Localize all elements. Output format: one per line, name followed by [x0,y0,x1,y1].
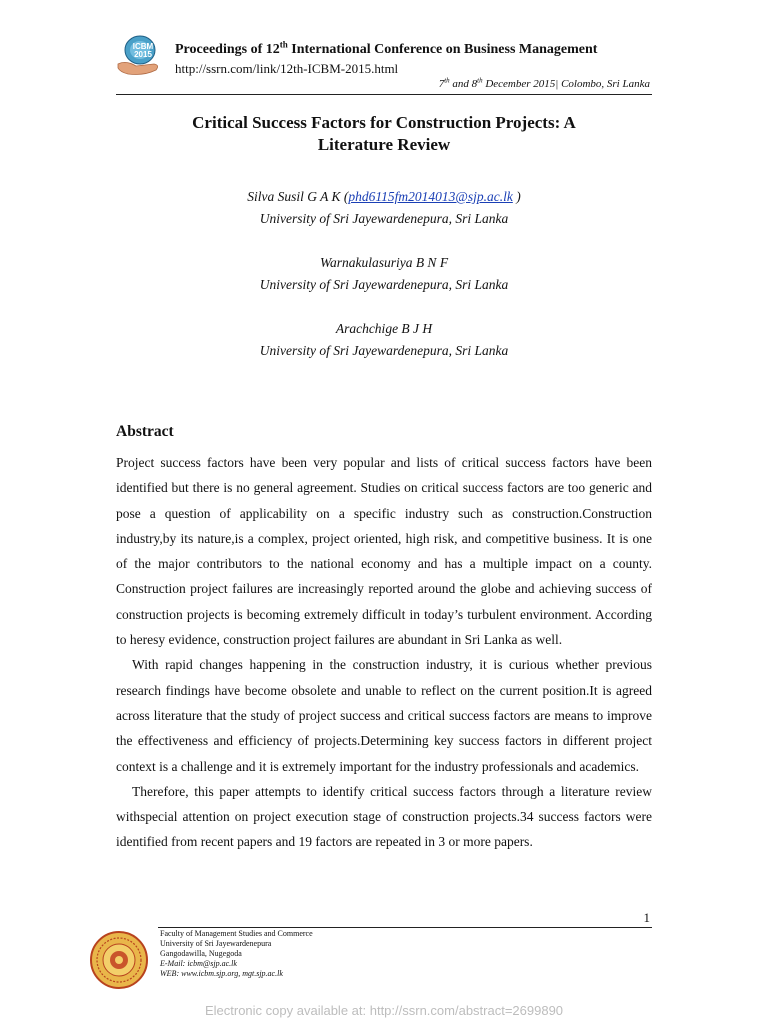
conference-date: 7th and 8th December 2015| Colombo, Sri Lanka [438,76,650,90]
header-divider [116,94,652,95]
author-affiliation: University of Sri Jayewardenepura, Sri Lanka [259,211,509,226]
author-list [116,186,652,362]
logo-text: ICBM 2015 [132,42,154,59]
electronic-copy-note: Electronic copy available at: http://ssrn.com/abstract=2699890 [204,1003,564,1018]
abstract-paragraph: Therefore, this paper attempts to identify critical success factors through a literature review withspecial attention on project execution stage of construction projects.34 success factors were identified from recent papers and 19 factors are repeated in 3 or more papers. [116,783,652,850]
conference-title: Proceedings of 12th International Conference on Business Management [175,39,598,57]
abstract-paragraph: Project success factors have been very popular and lists of critical success factors have been identified but there is no general agreement. Studies on critical success factors are too generic and pose a question of applicability on a specific industry such as construction.Construction industry,by its nature,is a complex, project oriented, high risk, and competitive business. It is one of the major contributors to the national economy and has a multiple impact on a county. Construction project failures are increasingly reported around the globe and achieving success of construction projects is becoming extremely difficult in today’s turbulent environment. According to heresy evidence, construction project failures are abundant in Sri Lanka as well. [116,455,652,648]
address-line: Faculty of Management Studies and Commerce [160,929,313,938]
conference-url-link[interactable]: http://ssrn.com/link/12th-ICBM-2015.html [175,61,399,76]
address-email: E-Mail: icbm@sjp.ac.lk [160,959,237,968]
author-email-link[interactable]: phd6115fm2014013@sjp.ac.lk [348,189,513,204]
author-name: Silva Susil G A K (phd6115fm2014013@sjp.ac.lk ) [247,189,521,204]
author-affiliation: University of Sri Jayewardenepura, Sri Lanka [259,343,509,358]
abstract-heading: Abstract [116,423,174,440]
university-seal-icon [90,931,148,989]
abstract-paragraph: With rapid changes happening in the construction industry, it is curious whether previous research findings have become obsolete and unable to reflect on the current position.It is agreed across literature that the study of project success and critical success factors are means to improve the effectiveness and efficiency of projects.Determining key success factors in different project context is a challenge and it is extremely important for the industry professionals and academics. [116,657,652,774]
page-number: 1 [643,910,650,925]
footer-divider [158,927,652,928]
paper-title-line: Critical Success Factors for Construction Projects: A [192,113,576,132]
abstract-body [116,450,652,855]
address-line: University of Sri Jayewardenepura [160,939,272,948]
author-name: Warnakulasuriya B N F [319,255,449,270]
paper-title-line: Literature Review [317,135,451,154]
author-affiliation: University of Sri Jayewardenepura, Sri Lanka [259,277,509,292]
author-name: Arachchige B J H [335,321,433,336]
address-web: WEB: www.icbm.sjp.org, mgt.sjp.ac.lk [160,969,283,978]
address-line: Gangodawilla, Nugegoda [160,949,242,958]
paper-title [116,112,652,156]
faculty-address [160,929,313,979]
